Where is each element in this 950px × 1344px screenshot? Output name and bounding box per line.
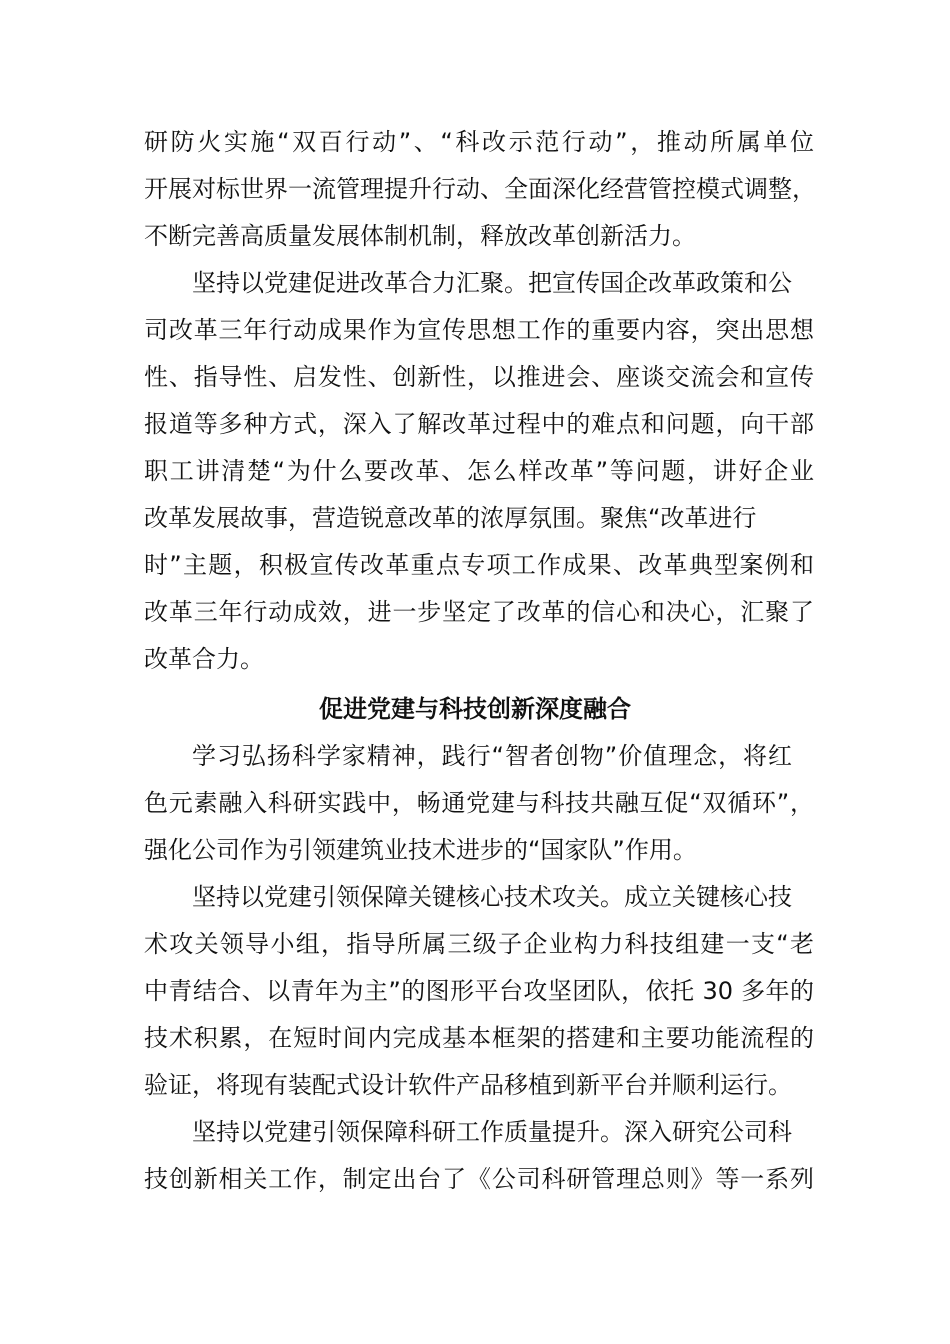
paragraph-first-line: 坚持以党建引领保障科研工作质量提升。深入研究公司科 xyxy=(192,1118,792,1146)
text-line: 性、指导性、启发性、创新性，以推进会、座谈交流会和宣传 xyxy=(144,363,814,391)
paragraph-first-line: 学习弘扬科学家精神，践行“智者创物”价值理念，将红 xyxy=(192,742,792,770)
section-heading: 促进党建与科技创新深度融合 xyxy=(319,695,631,723)
text-line: 职工讲清楚“为什么要改革、怎么样改革”等问题，讲好企业 xyxy=(144,457,814,485)
text-line: 开展对标世界一流管理提升行动、全面深化经营管控模式调整， xyxy=(144,175,816,203)
text-line: 改革发展故事，营造锐意改革的浓厚氛围。聚焦“改革进行 xyxy=(144,504,757,532)
text-line: 研防火实施“双百行动”、“科改示范行动”，推动所属单位 xyxy=(144,128,814,156)
text-line: 改革合力。 xyxy=(144,645,264,673)
text-line: 不断完善高质量发展体制机制，释放改革创新活力。 xyxy=(144,222,696,250)
text-line: 报道等多种方式，深入了解改革过程中的难点和问题，向干部 xyxy=(144,410,814,438)
text-line: 中青结合、以青年为主”的图形平台攻坚团队，依托 30 多年的 xyxy=(144,977,814,1005)
text-line: 强化公司作为引领建筑业技术进步的“国家队”作用。 xyxy=(144,836,697,864)
text-line: 司改革三年行动成果作为宣传思想工作的重要内容，突出思想 xyxy=(144,316,814,344)
paragraph-first-line: 坚持以党建促进改革合力汇聚。把宣传国企改革政策和公 xyxy=(192,269,792,297)
text-line: 时”主题，积极宣传改革重点专项工作成果、改革典型案例和 xyxy=(144,551,814,579)
text-line: 改革三年行动成效，进一步坚定了改革的信心和决心，汇聚了 xyxy=(144,598,814,626)
text-line: 技术积累，在短时间内完成基本框架的搭建和主要功能流程的 xyxy=(144,1024,814,1052)
text-line: 验证，将现有装配式设计软件产品移植到新平台并顺利运行。 xyxy=(144,1071,792,1099)
text-line: 术攻关领导小组，指导所属三级子企业构力科技组建一支“老 xyxy=(144,930,814,958)
text-line: 技创新相关工作，制定出台了《公司科研管理总则》等一系列 xyxy=(144,1165,814,1193)
text-line: 色元素融入科研实践中，畅通党建与科技共融互促“双循环”， xyxy=(144,789,814,817)
paragraph-first-line: 坚持以党建引领保障关键核心技术攻关。成立关键核心技 xyxy=(192,883,792,911)
